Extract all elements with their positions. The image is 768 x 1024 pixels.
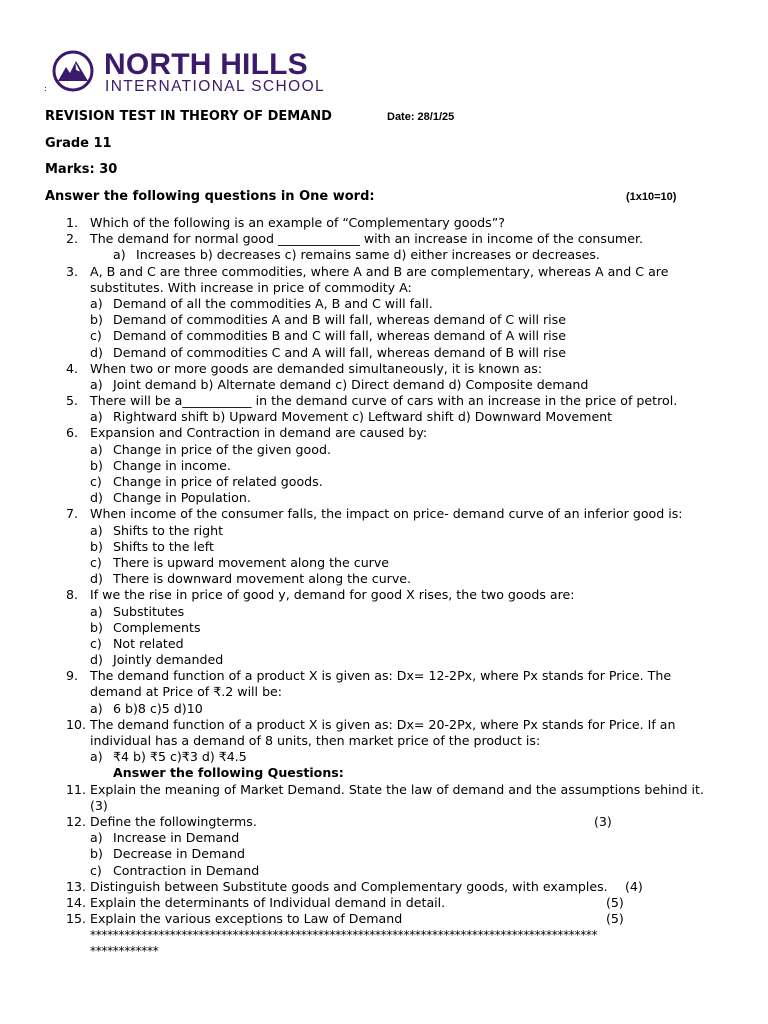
stars-line: ************ (90, 944, 159, 959)
question-text: Which of the following is an example of “Complementary goods”? (90, 215, 505, 230)
question-number: 4. (66, 360, 79, 376)
question-8 (44, 587, 734, 603)
question-number: 12. (66, 813, 87, 829)
question-text: individual has a demand of 8 units, then market price of the product is: (90, 733, 541, 748)
option-line (44, 555, 734, 571)
option-label: a) (90, 409, 103, 425)
section-a-marks: (1x10=10) (626, 191, 677, 203)
question-number: 6. (66, 425, 79, 441)
option-line (44, 296, 734, 312)
question-list (44, 215, 734, 960)
question-text-continued (44, 733, 734, 749)
option-label: c) (90, 862, 102, 878)
option-text: There is downward movement along the curve. (113, 571, 412, 587)
option-label: d) (90, 571, 103, 587)
option-text: Shifts to the left (113, 538, 214, 554)
question-text: Expansion and Contraction in demand are caused by: (90, 425, 428, 441)
section-b-line (44, 765, 734, 781)
option-line (44, 312, 734, 328)
option-text: Increase in Demand (113, 830, 240, 846)
question-number: 1. (66, 215, 79, 230)
option-label: d) (90, 490, 103, 506)
marks-label: Marks: 30 (45, 162, 118, 177)
option-label: c) (90, 635, 102, 651)
section-b-heading: Answer the following Questions: (113, 765, 344, 781)
footer-divider (44, 927, 734, 943)
question-10 (44, 717, 734, 733)
option-text: Jointly demanded (113, 652, 224, 668)
option-text: Substitutes (113, 603, 185, 619)
option-text: Contraction in Demand (113, 862, 260, 878)
question-text-continued (44, 280, 734, 296)
option-text: Not related (113, 635, 184, 651)
option-label: b) (90, 457, 103, 473)
question-1 (44, 215, 734, 231)
option-line (44, 247, 734, 263)
option-line (44, 442, 734, 458)
option-text: Demand of commodities B and C will fall, whereas demand of A will rise (113, 328, 566, 344)
question-number: 13. (66, 878, 87, 894)
option-text: Demand of commodities A and B will fall, whereas demand of C will rise (113, 312, 566, 328)
option-text: Change in price of the given good. (113, 441, 331, 457)
question-marks: (3) (594, 813, 612, 829)
option-text: Increases b) decreases c) remains same d) either increases or decreases. (136, 247, 600, 263)
stars-line: ***************************************************************************************** (90, 928, 598, 943)
question-number: 15. (66, 911, 87, 927)
question-12 (44, 814, 734, 830)
option-text: Complements (113, 619, 201, 635)
test-title: REVISION TEST IN THEORY OF DEMAND (45, 109, 332, 124)
school-subtitle: INTERNATIONAL SCHOOL (105, 78, 326, 95)
question-text: Explain the various exceptions to Law of Demand (90, 911, 403, 927)
option-line (44, 604, 734, 620)
question-2 (44, 231, 734, 247)
option-label: a) (90, 441, 103, 457)
question-5 (44, 393, 734, 409)
option-label: c) (90, 554, 102, 570)
option-line (44, 409, 734, 425)
option-line (44, 345, 734, 361)
option-text: ₹4 b) ₹5 c)₹3 d) ₹4.5 (113, 749, 247, 765)
question-text: When two or more goods are demanded simultaneously, it is known as: (90, 360, 543, 376)
question-3 (44, 264, 734, 280)
option-text: Demand of all the commodities A, B and C will fall. (113, 295, 433, 311)
option-line (44, 830, 734, 846)
option-label: a) (90, 603, 103, 619)
question-text: A, B and C are three commodities, where A and B are complementary, whereas A and C are (90, 263, 669, 279)
option-line (44, 846, 734, 862)
question-14 (44, 895, 734, 911)
option-text: Demand of commodities C and A will fall, whereas demand of B will rise (113, 344, 566, 360)
option-line (44, 652, 734, 668)
option-text: Change in price of related goods. (113, 474, 323, 489)
question-text: If we the rise in price of good y, demand for good X rises, the two goods are: (90, 587, 575, 603)
question-text: Define the followingterms. (90, 813, 257, 829)
option-label: d) (90, 344, 103, 360)
option-label: b) (90, 846, 103, 862)
option-line (44, 701, 734, 717)
option-text: Rightward shift b) Upward Movement c) Leftward shift d) Downward Movement (113, 409, 613, 425)
option-label: a) (90, 376, 103, 392)
stray-mark: : (44, 84, 47, 93)
question-text: Explain the meaning of Market Demand. State the law of demand and the assumptions behind it. (90, 781, 704, 797)
option-line (44, 636, 734, 652)
option-line (44, 620, 734, 636)
option-text: 6 b)8 c)5 d)10 (113, 700, 203, 716)
question-13 (44, 879, 734, 895)
option-label: a) (90, 295, 103, 311)
question-4 (44, 361, 734, 377)
question-text: Explain the determinants of Individual demand in detail. (90, 894, 446, 910)
question-text: The demand function of a product X is given as: Dx= 12-2Px, where Px stands for Price. The (90, 668, 672, 684)
footer-divider (44, 943, 734, 959)
question-number: 10. (66, 716, 87, 732)
question-15 (44, 911, 734, 927)
option-text: Change in income. (113, 457, 231, 473)
option-label: b) (90, 312, 103, 328)
option-label: a) (90, 700, 103, 716)
option-line (44, 863, 734, 879)
question-7 (44, 506, 734, 522)
option-line (44, 474, 734, 490)
option-line (44, 328, 734, 344)
option-line (44, 571, 734, 587)
option-line (44, 458, 734, 474)
option-line (44, 490, 734, 506)
question-number: 14. (66, 894, 87, 910)
question-number: 11. (66, 781, 87, 797)
section-a-heading: Answer the following questions in One word: (45, 189, 375, 204)
question-text-continued (44, 684, 734, 700)
question-text: Distinguish between Substitute goods and Complementary goods, with examples. (90, 878, 608, 894)
option-text: Joint demand b) Alternate demand c) Direct demand d) Composite demand (113, 376, 589, 392)
question-6 (44, 425, 734, 441)
option-text: Shifts to the right (113, 522, 224, 538)
school-name: NORTH HILLS (104, 48, 308, 81)
question-text: demand at Price of ₹.2 will be: (90, 684, 283, 700)
option-label: a) (90, 522, 103, 538)
option-line (44, 523, 734, 539)
question-marks: (5) (606, 911, 624, 927)
option-label: a) (90, 830, 103, 846)
test-date: Date: 28/1/25 (387, 111, 455, 123)
option-label: b) (90, 538, 103, 554)
option-label: c) (90, 328, 102, 344)
question-marks: (3) (90, 797, 108, 813)
question-9 (44, 668, 734, 684)
option-line (44, 749, 734, 765)
option-label: a) (113, 247, 126, 263)
option-label: c) (90, 474, 102, 489)
option-text: Change in Population. (113, 490, 251, 506)
option-text: There is upward movement along the curve (113, 554, 390, 570)
school-logo-icon (52, 50, 94, 92)
question-text: When income of the consumer falls, the impact on price- demand curve of an inferior good is: (90, 506, 683, 522)
question-text: The demand for normal good _____________ with an increase in income of the consumer. (90, 231, 643, 247)
question-text: There will be a___________ in the demand curve of cars with an increase in the price of petrol. (90, 393, 678, 409)
question-number: 3. (66, 263, 79, 279)
question-number: 2. (66, 231, 79, 247)
question-text: substitutes. With increase in price of commodity A: (90, 279, 412, 295)
option-line (44, 539, 734, 555)
question-number: 5. (66, 393, 79, 409)
question-11 (44, 782, 734, 798)
option-label: d) (90, 652, 103, 668)
question-marks: (5) (606, 894, 624, 910)
option-label: b) (90, 619, 103, 635)
option-line (44, 377, 734, 393)
question-text: The demand function of a product X is given as: Dx= 20-2Px, where Px stands for Price. If an (90, 716, 676, 732)
question-marks: (4) (625, 878, 643, 894)
option-text: Decrease in Demand (113, 846, 245, 862)
question-number: 8. (66, 587, 79, 603)
question-marks-line (44, 798, 734, 814)
grade-label: Grade 11 (45, 136, 112, 151)
option-label: a) (90, 749, 103, 765)
question-number: 7. (66, 506, 79, 522)
question-number: 9. (66, 668, 79, 684)
